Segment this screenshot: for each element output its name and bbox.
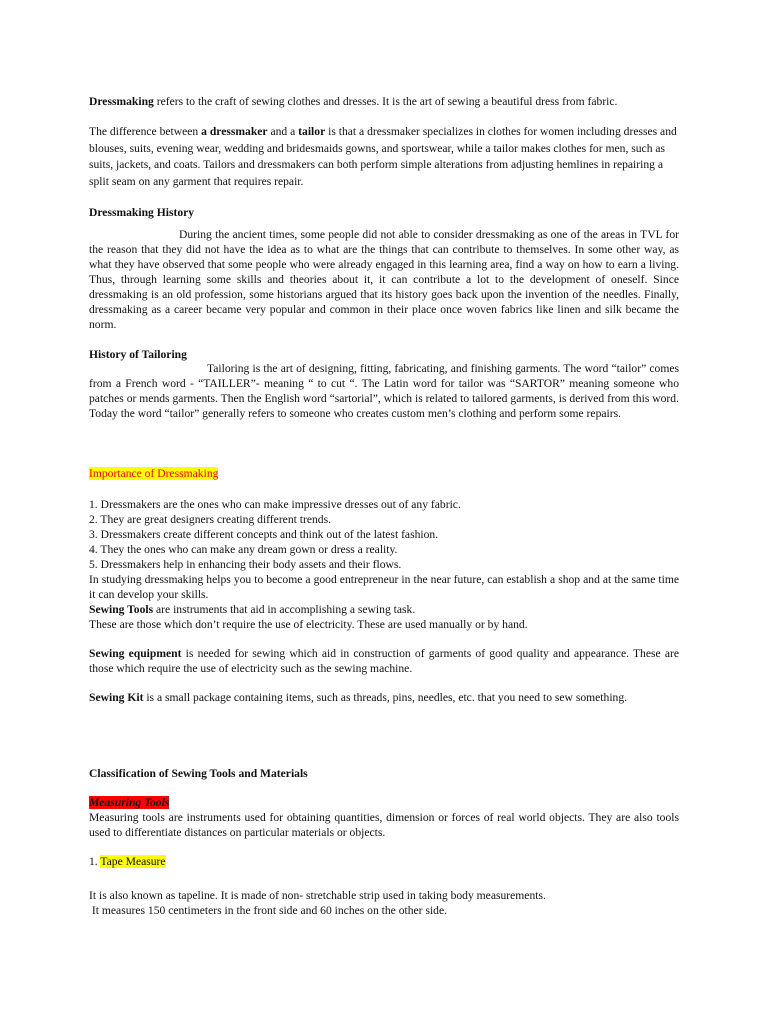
tailor-history-heading: History of Tailoring — [89, 348, 187, 361]
list-item: 1. Dressmakers are the ones who can make impressive dresses out of any fabric. — [89, 498, 461, 511]
sewing-tools-term: Sewing Tools — [89, 603, 154, 616]
measuring-tools-body: Measuring tools are instruments used for obtaining quantities, dimension or forces of real world objects. They are also tools used to differentiate distances on particular materials or objects. — [89, 811, 679, 839]
difference-tailor: tailor — [298, 125, 326, 138]
measuring-tools-heading — [89, 795, 679, 810]
intro-term: Dressmaking — [89, 95, 154, 108]
tape-measure-number: 1. — [89, 855, 101, 868]
list-item: 4. They the ones who can make any dream gown or dress a reality. — [89, 543, 398, 556]
list-item: 5. Dressmakers help in enhancing their body assets and their flows. — [89, 558, 402, 571]
importance-heading-text: Importance of Dressmaking — [89, 467, 219, 480]
sewing-equipment-term: Sewing equipment — [89, 647, 182, 660]
dress-history-heading: Dressmaking History — [89, 206, 195, 219]
difference-text-3: is that a dressmaker specializes in clothes for women including dresses and blouses, suits, evening wear, wedding and bridesmaids gowns, and sportswear, while a tailor makes clothes for men, such as suits, jackets, and coats. Tailors and dressmakers can both perform simple alterations from adjusting hemlines in repairing a split seam on any garment that requires repair. — [89, 125, 677, 188]
measuring-tools-heading-text: Measuring Tools — [89, 796, 170, 809]
sewing-tools-note: These are those which don’t require the use of electricity. These are used manually or by hand. — [89, 618, 528, 631]
classification-heading: Classification of Sewing Tools and Materials — [89, 767, 308, 780]
sewing-tools-definition — [89, 602, 679, 617]
list-item: 3. Dressmakers create different concepts and think out of the latest fashion. — [89, 528, 439, 541]
difference-text-1: The difference between — [89, 125, 202, 138]
difference-text-2: and a — [267, 125, 299, 138]
importance-heading — [89, 466, 679, 481]
importance-closing: In studying dressmaking helps you to become a good entrepreneur in the near future, can establish a shop and at the same time it can develop your skills. — [89, 573, 679, 601]
tape-measure-label: Tape Measure — [100, 855, 166, 868]
tailor-history-body: Tailoring is the art of designing, fitting, fabricating, and finishing garments. The word “tailor” comes from a French word - “TAILLER”- meaning “ to cut “. The Latin word for tailor was “SARTOR” meaning someone who patches or mends garments. Then the English word “sartorial”, which is related to tailored garments, is derived from this word. Today the word “tailor” generally refers to someone who creates custom men’s clothing and perform some repairs. — [89, 362, 679, 420]
tape-measure-heading — [89, 854, 679, 869]
intro-text: refers to the craft of sewing clothes and dresses. It is the art of sewing a beautiful dress from fabric. — [153, 95, 618, 108]
tape-measure-line-1: It is also known as tapeline. It is made of non- stretchable strip used in taking body measurements. — [89, 889, 546, 902]
sewing-kit-text: is a small package containing items, such as threads, pins, needles, etc. that you need to sew something. — [143, 691, 628, 704]
sewing-tools-text: are instruments that aid in accomplishing a sewing task. — [153, 603, 416, 616]
sewing-equipment-text: is needed for sewing which aid in construction of garments of good quality and appearance. These are those which require the use of electricity such as the sewing machine. — [89, 647, 679, 675]
intro-paragraph — [89, 94, 679, 109]
difference-dressmaker: a dressmaker — [201, 125, 268, 138]
list-item: 2. They are great designers creating different trends. — [89, 513, 331, 526]
sewing-equipment-paragraph — [89, 646, 679, 676]
dress-history-body: During the ancient times, some people did not able to consider dressmaking as one of the areas in TVL for the reason that they did not have the idea as to what are the things that can contribute to themselves. In some other way, as what they have observed that some people who were already engaged in this learning area, find a way on how to earn a living. Thus, through learning some skills and theories about it, it can contribute a lot to the development of oneself. Since dressmaking is an old profession, some historians argued that its history goes back upon the invention of the needles. Finally, dressmaking as a career became very popular and common in their place once woven fabrics like linen and silk became the norm. — [89, 228, 679, 331]
sewing-kit-term: Sewing Kit — [89, 691, 144, 704]
importance-list — [89, 497, 679, 632]
difference-paragraph — [89, 124, 679, 190]
tape-measure-line-2: It measures 150 centimeters in the front side and 60 inches on the other side. — [89, 904, 448, 917]
sewing-kit-paragraph — [89, 690, 679, 705]
